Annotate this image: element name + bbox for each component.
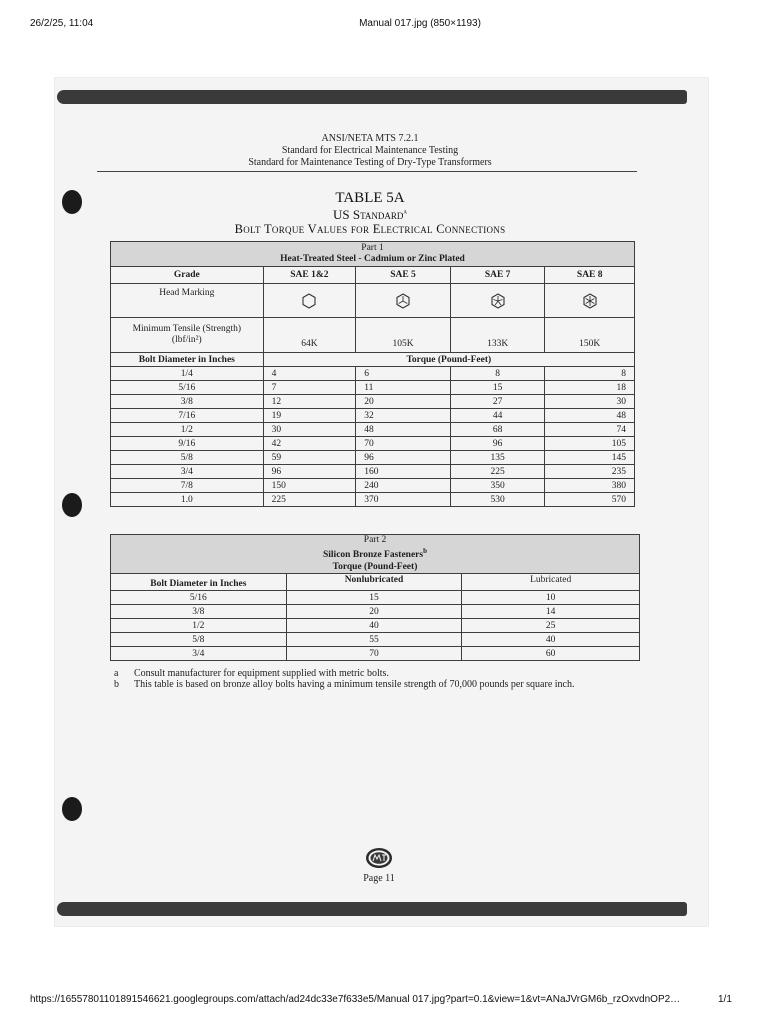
grade-sae-5: SAE 5 [356,267,451,284]
tensile-label: Minimum Tensile (Strength) (lbf/in²) [111,318,264,353]
top-binding-bar [57,90,687,104]
print-timestamp: 26/2/25, 11:04 [30,18,94,29]
print-page-count: 1/1 [718,994,732,1005]
head-marking-sae-5 [356,284,451,318]
table-row: 1/4 4 6 8 8 [111,367,635,381]
part2-title: Part 2 [363,535,387,546]
table-row: 1/2 40 25 [111,619,640,633]
doc-standard-id: ANSI/NETA MTS 7.2.1 [321,133,419,144]
punch-hole-top [62,190,82,214]
part1-table [110,241,635,507]
part1-title-cell [111,242,635,267]
part2-table [110,534,640,661]
hex-six-lines-icon [582,293,598,309]
table-row: 1/2 30 48 68 74 [111,423,635,437]
table-row: 3/4 70 60 [111,647,640,661]
print-tab-title: Manual 017.jpg (850×1193) [359,18,481,29]
part1-subtitle: Heat-Treated Steel - Cadmium or Zinc Plated [280,254,465,264]
plain-hex-icon [301,293,317,309]
head-marking-sae-8 [545,284,635,318]
part2-nonlubricated-label: Nonlubricated [286,574,462,591]
table-row: 5/8 59 96 135 145 [111,451,635,465]
header-rule [97,171,637,172]
tensile-sae-7: 133K [450,318,545,353]
table-row: 5/8 55 40 [111,633,640,647]
doc-standard-subtitle: Standard for Maintenance Testing of Dry-Type Transformers [248,157,492,168]
neta-logo-icon [364,846,394,870]
doc-standard-title: Standard for Electrical Maintenance Testing [281,145,459,156]
part1-diameter-label: Bolt Diameter in Inches [111,353,264,367]
head-marking-sae-7 [450,284,545,318]
table-row: 3/8 20 14 [111,605,640,619]
table-row: 5/16 7 11 15 18 [111,381,635,395]
table-name: TABLE 5A [335,190,405,206]
footnote-a: a Consult manufacturer for equipment supplied with metric bolts. [114,668,389,679]
table-row: 7/8 150 240 350 380 [111,479,635,493]
table-heading: Bolt Torque Values for Electrical Connections [234,222,506,236]
tensile-sae-8: 150K [545,318,635,353]
grade-sae-8: SAE 8 [545,267,635,284]
tensile-sae-1-2: 64K [263,318,356,353]
grade-sae-7: SAE 7 [450,267,545,284]
bottom-binding-bar [57,902,687,916]
page-number: Page 11 [363,873,395,884]
part2-diameter-label: Bolt Diameter in Inches [111,574,287,591]
table-row: 9/16 42 70 96 105 [111,437,635,451]
footnote-b: b This table is based on bronze alloy bolts having a minimum tensile strength of 70,000 pounds per square inch. [114,679,575,690]
part2-title-cell [111,535,640,574]
table-row: 3/4 96 160 225 235 [111,465,635,479]
grade-label: Grade [111,267,264,284]
table-row: 3/8 12 20 27 30 [111,395,635,409]
punch-hole-middle [62,493,82,517]
part1-torque-label: Torque (Pound-Feet) [263,353,634,367]
head-marking-label: Head Marking [111,284,264,318]
table-row: 7/16 19 32 44 48 [111,409,635,423]
print-url: https://16557801101891546621.googlegroups.com/attach/ad24dc33e7f633e5/Manual 017.jpg?part=0.1&view=1&vt=ANaJVrGM6b_rzOxvdnOP2… [30,994,681,1005]
table-subtitle: US Standard$^a$ [332,207,407,222]
grade-sae-1-2: SAE 1&2 [263,267,356,284]
part2-torque-label: Torque (Pound-Feet) [332,561,418,572]
table-row: 5/16 15 10 [111,591,640,605]
part2-subtitle: Silicon Bronze Fasteners$^b$ [323,547,427,561]
part2-lubricated-label: Lubricated [462,574,640,591]
hex-three-lines-icon [395,293,411,309]
punch-hole-bottom [62,797,82,821]
tensile-sae-5: 105K [356,318,451,353]
head-marking-sae-1-2 [263,284,356,318]
hex-five-lines-icon [490,293,506,309]
part1-title: Part 1 [361,243,384,253]
table-row: 1.0 225 370 530 570 [111,493,635,507]
